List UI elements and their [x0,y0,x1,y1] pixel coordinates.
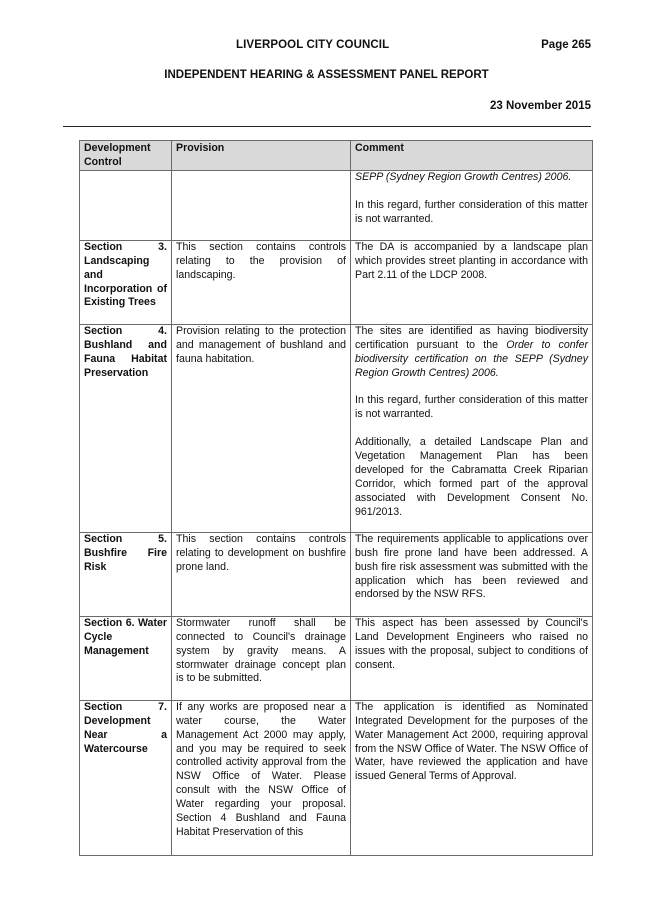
table-row [80,532,593,616]
row-control: Section 3. Landscaping and Incorporation of Existing Trees [80,240,172,324]
header-comment: Comment [351,141,593,171]
report-date: 23 November 2015 [489,100,591,112]
row-provision: This section contains controls relating to the provision of landscaping. [172,240,351,324]
row-comment: This aspect has been assessed by Council's Land Development Engineers who raised no issues with the proposal, subject to conditions of consent. [351,616,593,700]
row-comment: The DA is accompanied by a landscape plan which provides street planting in accordance with Part 2.11 of the LDCP 2008. [351,240,593,324]
row-control: Section 7. Development Near a Watercourse [80,700,172,855]
header-provision: Provision [172,141,351,171]
comment-paragraph: In this regard, further consideration of this matter is not warranted. [355,198,588,225]
table-header-row [80,141,593,171]
row-provision: If any works are proposed near a water course, the Water Management Act 2000 may apply, and you may be required to seek controlled activity approval from the NSW Office of Water. Please consult with the NSW Office of Water regarding your proposal. Section 4 Bushland and Fauna Habitat Preservation of this [172,700,351,855]
page-number: Page 265 [541,39,591,51]
table-row [80,616,593,700]
development-control-table [79,140,593,856]
report-title: INDEPENDENT HEARING & ASSESSMENT PANEL REPORT [164,69,489,81]
row-provision: This section contains controls relating to development on bushfire prone land. [172,532,351,616]
row-provision: Stormwater runoff shall be connected to Council's drainage system by gravity means. A stormwater drainage concept plan is to be submitted. [172,616,351,700]
table-row [80,700,593,855]
row-comment [351,324,593,532]
row-comment: The requirements applicable to applications over bush fire prone land have been addressed. A bush fire risk assessment was submitted with the application which has been reviewed and endorsed by the NSW RFS. [351,532,593,616]
comment-paragraph: Additionally, a detailed Landscape Plan and Vegetation Management Plan has been developed for the Cabramatta Creek Riparian Corridor, which formed part of the approval associated with Development Consent No. 961/2013. [355,436,588,518]
row-provision: Provision relating to the protection and management of bushland and fauna habitation. [172,324,351,532]
comment-italic-text: Order to confer biodiversity certification on the SEPP (Sydney Region Growth Centres) 2006. [355,338,588,379]
comment-paragraph [355,325,588,381]
header-control: Development Control [80,141,172,171]
row-control: Section 6. Water Cycle Management [80,616,172,700]
table-row [80,240,593,324]
row-comment: The application is identified as Nominated Integrated Development for the purposes of the Water Management Act 2000, requiring approval from the NSW Office of Water. The NSW Office of Water, have reviewed the application and have issued General Terms of Approval. [351,700,593,855]
row-provision [172,170,351,240]
row-control [80,170,172,240]
row-control: Section 4. Bushland and Fauna Habitat Preservation [80,324,172,532]
comment-text: The sites are identified as having biodiversity certification pursuant to the [355,324,588,351]
row-comment [351,170,593,240]
comment-paragraph: In this regard, further consideration of this matter is not warranted. [355,394,588,421]
row-control: Section 5. Bushfire Fire Risk [80,532,172,616]
header-divider [63,126,591,127]
table-row [80,324,593,532]
council-name: LIVERPOOL CITY COUNCIL [236,39,390,51]
table-row [80,170,593,240]
comment-paragraph: SEPP (Sydney Region Growth Centres) 2006. [355,170,572,183]
